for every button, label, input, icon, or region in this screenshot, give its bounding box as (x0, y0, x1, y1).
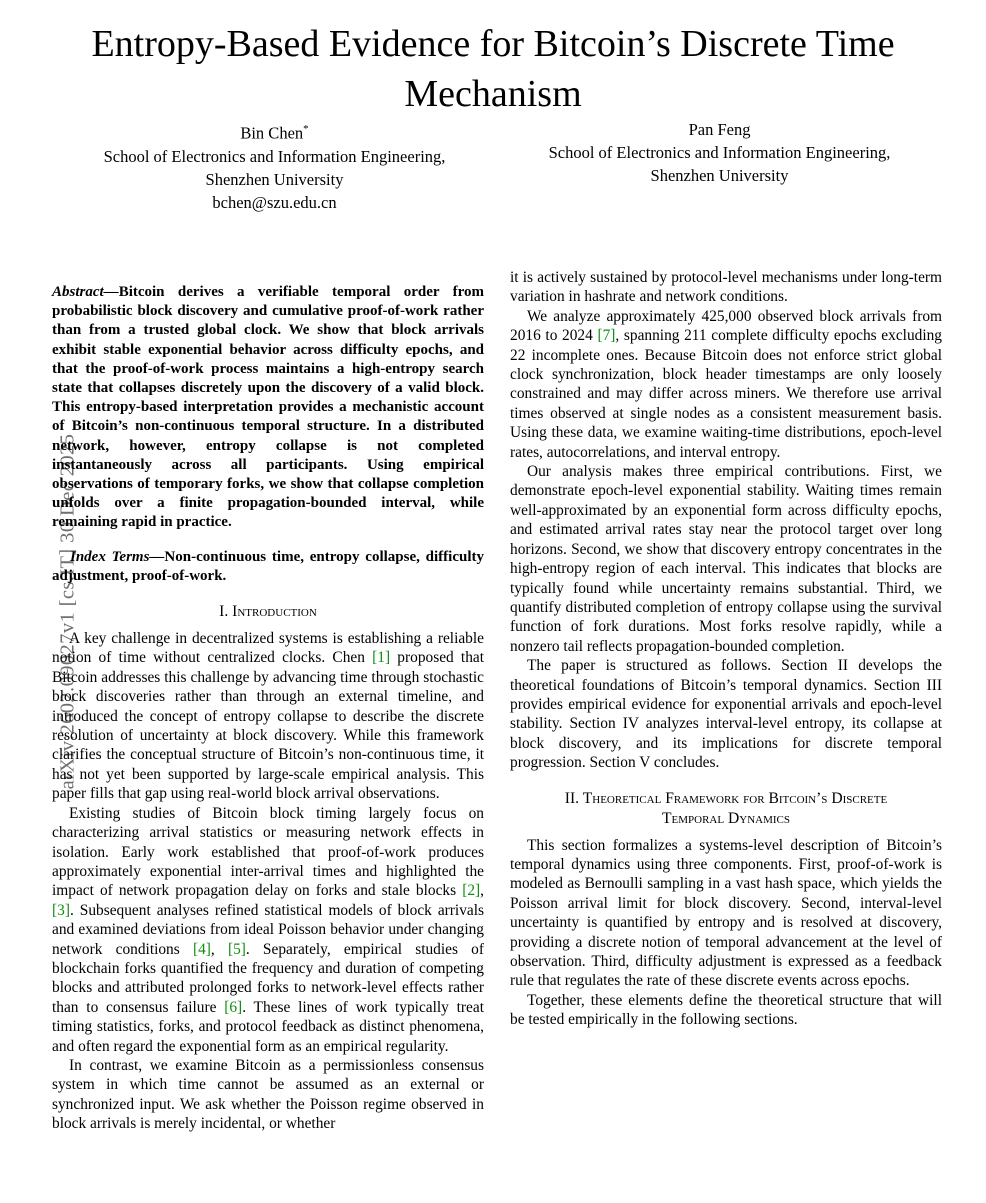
author-list (52, 118, 942, 214)
intro-paragraph-3-continued: it is actively sustained by protocol-level mechanisms under long-term variation in hashrate and network conditions. (510, 269, 942, 306)
intro-paragraph-1: A key challenge in decentralized systems is establishing a reliable notion of time without centralized clocks. Chen [1] proposed that Bitcoin addresses this challenge by advancing time through stochastic block discoveries rather than through an external timeline, and introduced the concept of entropy collapse to describe the discrete resolution of uncertainty at block discovery. While this framework clarifies the conceptual structure of Bitcoin’s non-continuous time, it has not yet been supported by large-scale empirical analysis. This paper fills that gap using real-world block arrival observations. (52, 630, 485, 803)
right-column (510, 268, 942, 1203)
author-block-1 (52, 118, 497, 214)
section-heading-introduction (52, 602, 484, 622)
author-affiliation-2-line2: Shenzhen University (650, 166, 789, 185)
author-affiliation-1-line1: School of Electronics and Information Engineering, (103, 146, 446, 166)
section-heading-theory (510, 789, 942, 829)
page-title: Entropy-Based Evidence for Bitcoin’s Discrete Time Mechanism (91, 23, 895, 116)
author-name-1 (52, 118, 497, 145)
theory-paragraph-1: This section formalizes a systems-level description of Bitcoin’s temporal dynamics using three components. First, proof-of-work is modeled as Bernoulli sampling in a vast hash space, which yields the Poisson arrival limit for block discovery. Second, interval-level uncertainty is quantified by entropy and is resolved at discovery, providing a discrete notion of temporal advancement at the level of observation. Third, difficulty adjustment is expressed as a feedback rule that regulates the rate of these discrete events across epochs. (510, 836, 942, 990)
author-name-2: Pan Feng (688, 120, 751, 139)
section-title-theory-line1: Theoretical Framework for Bitcoin’s Discrete (582, 789, 888, 807)
section-title-theory-line2: Temporal Dynamics (662, 809, 790, 827)
section-number-introduction: I. (219, 603, 229, 621)
intro-paragraph-6: The paper is structured as follows. Section II develops the theoretical foundations of Bitcoin’s temporal dynamics. Section III provides empirical evidence for exponential arrivals and epoch-level stability. Section IV analyzes interval-level entropy, its collapse at block discovery, and its implications for discrete temporal progression. Section V concludes. (510, 657, 942, 772)
abstract-label: Abstract— (52, 284, 119, 300)
arxiv-identifier-stamp: arXiv:2602.09027v1 [cs.IT] 30 Dec 2025 (56, 433, 79, 790)
intro-paragraph-4: We analyze approximately 425,000 observed block arrivals from 2016 to 2024 [7], spanning 211 complete difficulty epochs excluding 22 incomplete ones. Because Bitcoin does not enforce strict global clock synchronization, block header timestamps are only loosely constrained and may differ across miners. We therefore use arrival times observed at single nodes as a consistent measurement basis. Using these data, we examine waiting-time distributions, epoch-level rates, autocorrelations, and interval entropy. (510, 307, 942, 461)
abstract-text: Bitcoin derives a verifiable temporal order from probabilistic block discovery and cumulative proof-of-work rather than from a trusted global clock. We show that block arrivals exhibit stable exponential behavior across difficulty epochs, and that the proof-of-work process maintains a high-entropy search state that collapses discretely upon the discovery of a valid block. This entropy-based interpretation provides a mechanistic account of Bitcoin’s non-continuous temporal structure. In a distributed network, however, entropy collapse is not completed instantaneously across all participants. Using empirical observations of temporary forks, we show that collapse completion unfolds over a finite propagation-bounded interval, while remaining rapid in practice. (52, 284, 484, 531)
intro-paragraph-5: Our analysis makes three empirical contributions. First, we demonstrate epoch-level exponential stability. Waiting times remain well-approximated by an exponential form across difficulty epochs, and estimated arrival rates stay near the protocol target over long horizons. Second, we show that discovery entropy concentrates in the high-entropy region of each interval. This indicates that blocks are typically found while uncertainty remains substantial. Third, we quantify distributed completion of entropy collapse using the survival function of fork durations. Most forks resolve rapidly, while a nonzero tail reflects propagation-bounded completion. (510, 463, 942, 655)
two-column-body (52, 268, 942, 1203)
author-affiliation-1-line2: Shenzhen University (205, 169, 344, 189)
author-affiliation-2-line1: School of Electronics and Information Engineering, (548, 143, 891, 162)
author-block-2 (497, 118, 942, 214)
section-number-theory: II. (564, 789, 580, 807)
intro-paragraph-2: Existing studies of Bitcoin block timing largely focus on characterizing arrival statistics or measuring network effects in isolation. Early work established that proof-of-work produces approximately exponential inter-arrival times and highlighted the impact of network propagation delay on forks and stale blocks [2], [3]. Subsequent analyses refined statistical models of block arrivals and examined deviations from ideal Poisson behavior under changing network conditions [4], [5]. Separately, empirical studies of blockchain forks quantified the frequency and duration of competing blocks and attributed prolonged forks to network-level effects rather than to consensus failure [6]. These lines of work typically treat timing statistics, forks, and protocol feedback as distinct phenomena, and often regard the exponential form as an empirical regularity. (52, 804, 484, 1055)
intro-paragraph-3: In contrast, we examine Bitcoin as a permissionless consensus system in which time cannot be assumed as an external or synchronized input. We ask whether the Poisson regime observed in block arrivals is merely incidental, or whether (52, 1056, 484, 1133)
index-terms-label: Index Terms— (70, 548, 165, 565)
abstract-paragraph (52, 283, 484, 533)
author-email-1: bchen@szu.edu.cn (212, 192, 337, 212)
index-terms-paragraph (52, 548, 484, 586)
theory-paragraph-2: Together, these elements define the theoretical structure that will be tested empirically in the following sections. (510, 991, 942, 1029)
left-column (52, 268, 484, 1203)
author-footnote-marker-1: * (303, 123, 309, 135)
section-title-introduction: Introduction (232, 603, 317, 621)
index-terms-text: Non-continuous time, entropy collapse, difficulty adjustment, proof-of-work. (52, 548, 484, 584)
author-name-text-1: Bin Chen (240, 123, 304, 143)
